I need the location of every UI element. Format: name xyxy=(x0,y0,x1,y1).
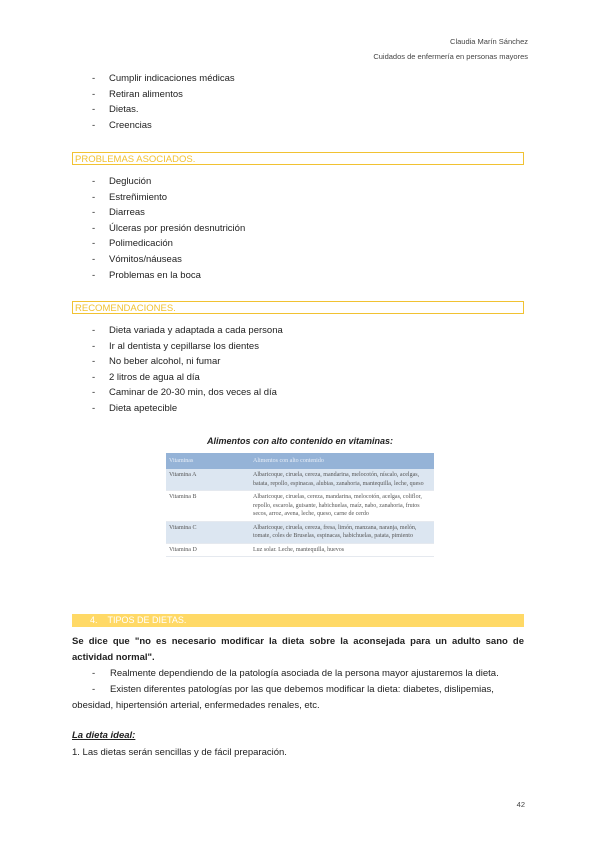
page-number: 42 xyxy=(516,800,525,809)
table-cell: Albaricoque, ciruela, cereza, fresa, limón, manzana, naranja, melón, tomate, coles de Bruselas, espinacas, habichuelas, patata, pimiento xyxy=(250,521,434,543)
diet-point-1: Realmente dependiendo de la patología asociada de la persona mayor ajustaremos la dieta. xyxy=(110,668,499,679)
table-cell: Albaricoque, ciruela, cereza, mandarina, melocotón, níscalo, acelgas, batata, repollo, espinacas, alubias, zanahoria, mantequilla, leche, queso xyxy=(250,469,434,491)
column-header: Vitaminas xyxy=(166,453,250,469)
tipos-dietas-heading xyxy=(72,614,524,627)
list-item: - Estreñimiento xyxy=(92,190,245,206)
recomendaciones-heading: RECOMENDACIONES. xyxy=(72,301,524,314)
vitamin-table xyxy=(166,453,434,557)
list-item: - No beber alcohol, ni fumar xyxy=(92,354,283,370)
dash-marker: - xyxy=(92,668,96,679)
list-item: - Úlceras por presión desnutrición xyxy=(92,221,245,237)
list-item: - Vómitos/náuseas xyxy=(92,252,245,268)
header-course: Cuidados de enfermería en personas mayores xyxy=(373,52,528,61)
list-item: - Caminar de 20-30 min, dos veces al día xyxy=(92,385,283,401)
list-item: - Problemas en la boca xyxy=(92,268,245,284)
list-item: - Diarreas xyxy=(92,205,245,221)
table-row xyxy=(166,469,434,491)
table-cell: Vitamina C xyxy=(166,521,250,543)
table-cell: Vitamina D xyxy=(166,543,250,557)
list-item: - Dieta apetecible xyxy=(92,401,283,417)
dash-marker: - xyxy=(92,684,96,695)
table-cell: Albaricoque, ciruelas, cereza, mandarina, melocotón, acelgas, coliflor, repollo, escarola, guisante, habichuelas, maíz, nabo, zanahoria, frutos secos, arroz, avena, leche, queso, carne de cerdo xyxy=(250,491,434,522)
dieta-ideal-item-1: 1. Las dietas serán sencillas y de fácil preparación. xyxy=(72,747,287,758)
table-row xyxy=(166,543,434,557)
list-item: - Polimedicación xyxy=(92,236,245,252)
column-header: Alimentos con alto contenido xyxy=(250,453,434,469)
table-cell: Luz solar. Leche, mantequilla, huevos xyxy=(250,543,434,557)
list-item: - Ir al dentista y cepillarse los dientes xyxy=(92,339,283,355)
table-cell: Vitamina A xyxy=(166,469,250,491)
table-header-row xyxy=(166,453,434,469)
top-list xyxy=(92,71,235,133)
diet-point-2: Existen diferentes patologías por las que debemos modificar la dieta: diabetes, dislipemias, xyxy=(110,684,494,695)
table-cell: Vitamina B xyxy=(166,491,250,522)
table-row xyxy=(166,491,434,522)
list-item: - Retiran alimentos xyxy=(92,87,235,103)
list-item: - Dieta variada y adaptada a cada persona xyxy=(92,323,283,339)
recomendaciones-list xyxy=(92,323,283,417)
list-item: - Cumplir indicaciones médicas xyxy=(92,71,235,87)
list-item: - Deglución xyxy=(92,174,245,190)
intro-paragraph: Se dice que "no es necesario modificar la dieta sobre la aconsejada para un adulto sano de actividad normal". xyxy=(72,636,524,663)
table-row xyxy=(166,521,434,543)
section-number: 4. xyxy=(90,615,98,625)
list-item xyxy=(72,682,524,698)
diet-point-2-continuation: obesidad, hipertensión arterial, enfermedades renales, etc. xyxy=(72,700,320,711)
dieta-ideal-heading: La dieta ideal: xyxy=(72,730,136,741)
list-item: - Creencias xyxy=(92,118,235,134)
list-item xyxy=(72,666,524,682)
problemas-list xyxy=(92,174,245,283)
vitamin-table-title: Alimentos con alto contenido en vitaminas: xyxy=(206,436,394,446)
header-author: Claudia Marín Sánchez xyxy=(450,37,528,46)
problemas-heading: PROBLEMAS ASOCIADOS. xyxy=(72,152,524,165)
list-item: - Dietas. xyxy=(92,102,235,118)
diet-points xyxy=(72,666,524,714)
list-item: - 2 litros de agua al día xyxy=(92,370,283,386)
list-item-continuation xyxy=(72,698,524,714)
section-title: TIPOS DE DIETAS. xyxy=(107,615,187,625)
